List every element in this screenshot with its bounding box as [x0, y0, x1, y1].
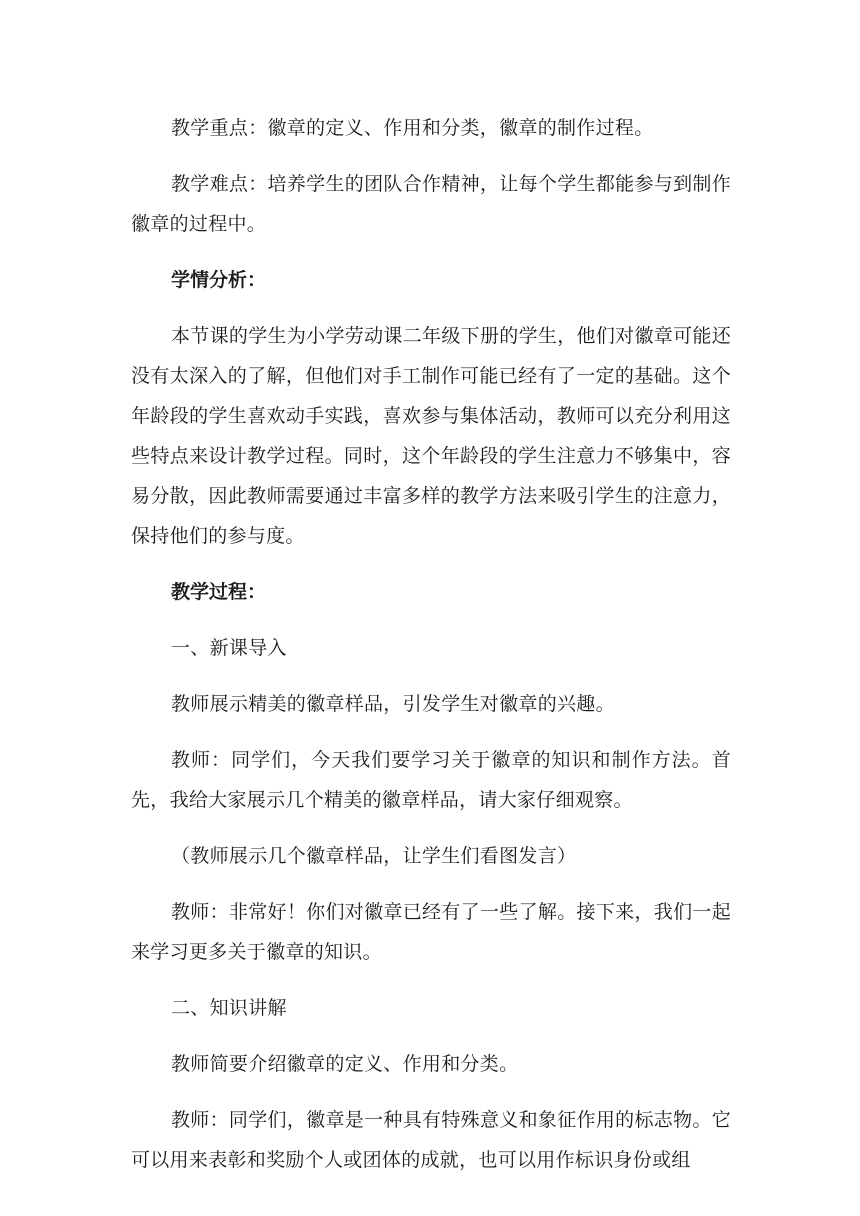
- paragraph-gap: [131, 876, 731, 892]
- paragraph-teaching-difficulty: 教学难点：培养学生的团队合作精神，让每个学生都能参与到制作徽章的过程中。: [131, 173, 731, 235]
- paragraph-learner-analysis: 本节课的学生为小学劳动课二年级下册的学生，他们对徽章可能还没有太深入的了解，但他们对手工制作可能已经有了一定的基础。这个年龄段的学生喜欢动手实践，喜欢参与集体活动，教师可以充分利用这些特点来设计教学过程。同时，这个年龄段的学生注意力不够集中，容易分散，因此教师需要通过丰富多样的教学方法来吸引学生的注意力，保持他们的参与度。: [131, 325, 731, 547]
- paragraph-intro-description: 教师展示精美的徽章样品，引发学生对徽章的兴趣。: [171, 693, 615, 715]
- document-page: [131, 108, 731, 1180]
- paragraph-teacher-speech-2: 教师：非常好！你们对徽章已经有了一些了解。接下来，我们一起来学习更多关于徽章的知识。: [131, 901, 731, 963]
- paragraph-gap: [131, 1084, 731, 1100]
- paragraph-teacher-speech-1: 教师：同学们，今天我们要学习关于徽章的知识和制作方法。首先，我给大家展示几个精美的徽章样品，请大家仔细观察。: [131, 749, 731, 811]
- paragraph-gap: [131, 724, 731, 740]
- paragraph-teacher-speech-3: 教师：同学们，徽章是一种具有特殊意义和象征作用的标志物。它可以用来表彰和奖励个人或团体的成就，也可以用作标识身份或组: [131, 1109, 731, 1171]
- paragraph-gap: [131, 820, 731, 836]
- paragraph-gap: [131, 972, 731, 988]
- paragraph-gap: [131, 668, 731, 684]
- paragraph-gap: [131, 612, 731, 628]
- paragraph-gap: [131, 1028, 731, 1044]
- heading-teaching-process: 教学过程：: [171, 581, 267, 603]
- paragraph-gap: [131, 244, 731, 260]
- paragraph-teaching-focus: 教学重点：徽章的定义、作用和分类，徽章的制作过程。: [171, 117, 654, 139]
- paragraph-gap: [131, 148, 731, 164]
- paragraph-gap: [131, 300, 731, 316]
- paragraph-stage-direction: （教师展示几个徽章样品，让学生们看图发言）: [171, 845, 577, 867]
- paragraph-gap: [131, 556, 731, 572]
- section-title-knowledge: 二、知识讲解: [171, 997, 287, 1019]
- heading-learner-analysis: 学情分析：: [171, 269, 267, 291]
- paragraph-knowledge-description: 教师简要介绍徽章的定义、作用和分类。: [171, 1053, 519, 1075]
- section-title-intro: 一、新课导入: [171, 637, 287, 659]
